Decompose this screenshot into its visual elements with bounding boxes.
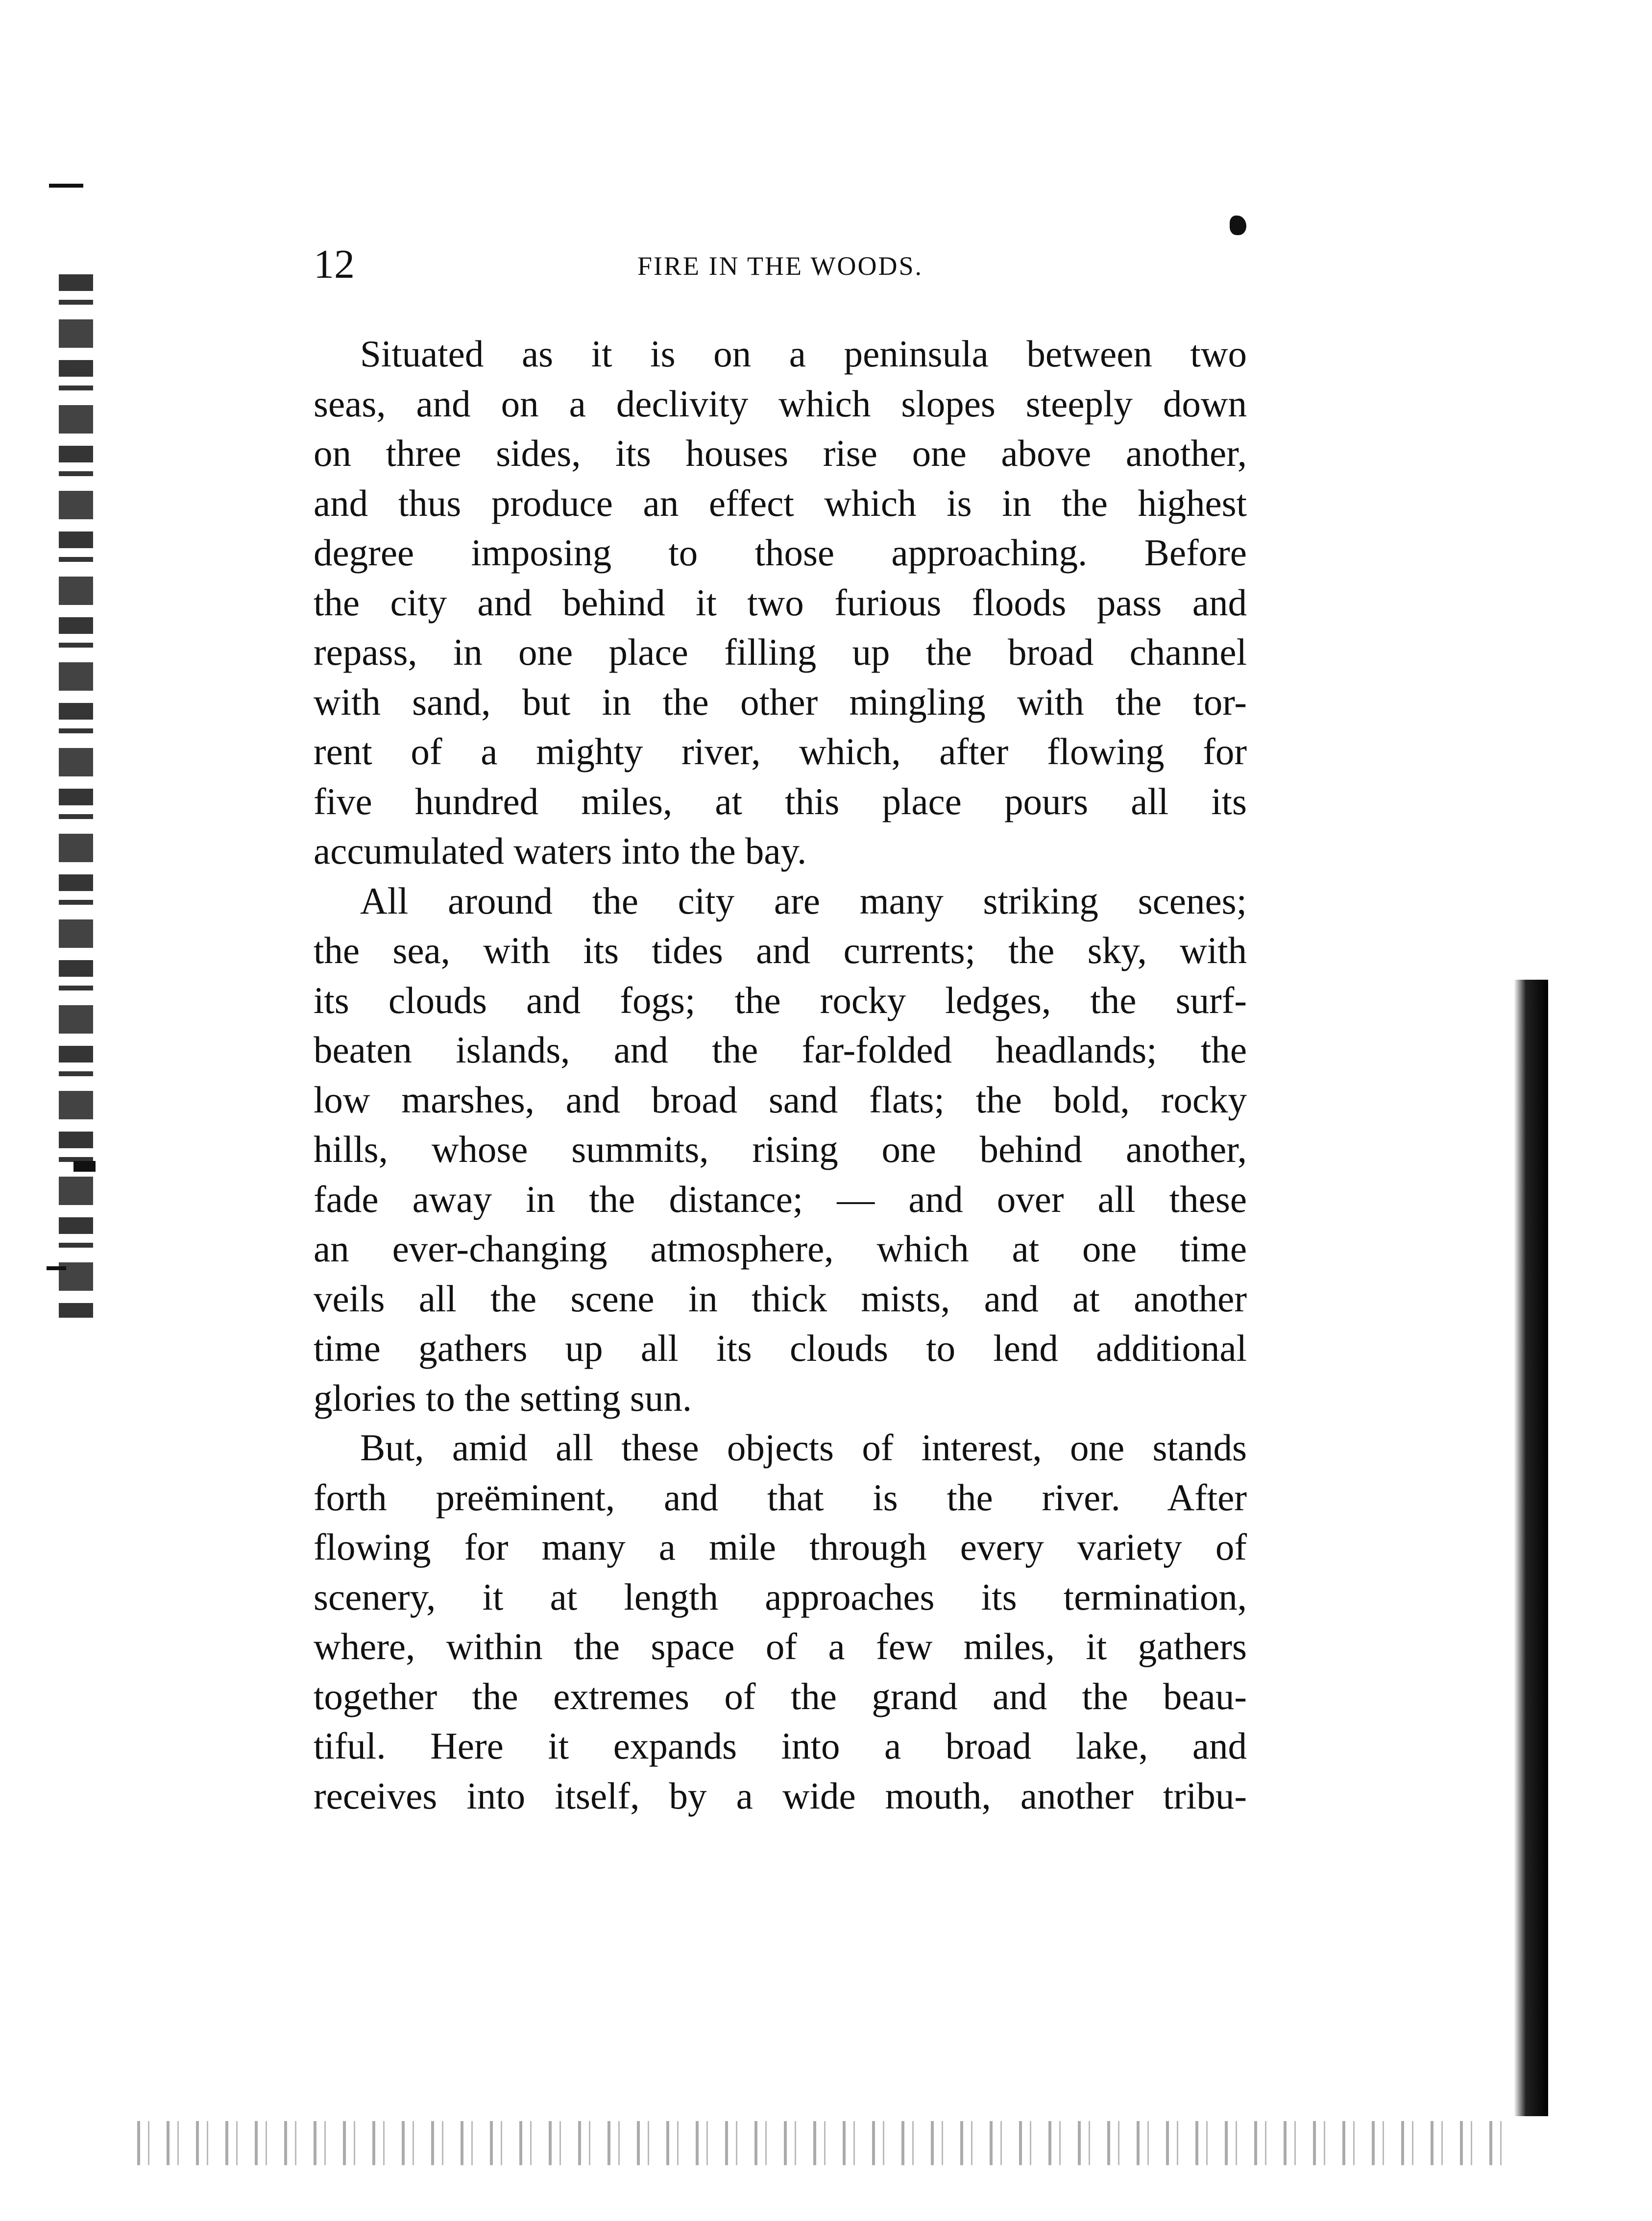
text-line: hills, whose summits, rising one behind another, [314, 1128, 1247, 1170]
text-line: seas, and on a declivity which slopes steeply down [314, 382, 1247, 425]
text-line: together the extremes of the grand and the beau- [314, 1675, 1247, 1717]
scan-mark [47, 1266, 66, 1270]
text-line: the city and behind it two furious floods pass and [314, 581, 1247, 624]
text-line: flowing for many a mile through every variety of [314, 1526, 1247, 1568]
text-line: and thus produce an effect which is in the highest [314, 482, 1247, 524]
body-text [314, 329, 1247, 1821]
text-line: on three sides, its houses rise one above another, [314, 432, 1247, 474]
running-title: FIRE IN THE WOODS. [637, 251, 923, 281]
text-line: veils all the scene in thick mists, and at another [314, 1277, 1247, 1320]
ink-blot [1230, 216, 1246, 235]
text-line: beaten islands, and the far-folded headlands; the [314, 1029, 1247, 1071]
text-line: forth preëminent, and that is the river. After [314, 1476, 1247, 1519]
text-line: glories to the setting sun. [314, 1376, 692, 1419]
text-line: its clouds and fogs; the rocky ledges, the surf- [314, 979, 1247, 1021]
scan-mark [49, 184, 83, 188]
scan-mark [73, 1161, 96, 1172]
text-line: receives into itself, by a wide mouth, another tribu- [314, 1774, 1247, 1817]
text-line: repass, in one place filling up the broad channel [314, 631, 1247, 673]
text-line: tiful. Here it expands into a broad lake, and [314, 1725, 1247, 1767]
text-line: degree imposing to those approaching. Before [314, 531, 1247, 574]
text-line: Situated as it is on a peninsula between two [360, 333, 1247, 375]
page-number: 12 [314, 241, 355, 287]
text-line: accumulated waters into the bay. [314, 830, 807, 872]
text-line: fade away in the distance; — and over all these [314, 1178, 1247, 1220]
text-line: five hundred miles, at this place pours all its [314, 780, 1247, 822]
text-line: scenery, it at length approaches its termination, [314, 1575, 1247, 1618]
text-line: All around the city are many striking scenes; [360, 879, 1247, 922]
scan-edge-artifact [1514, 980, 1548, 2116]
scan-noise-artifact [137, 2121, 1509, 2165]
text-line: time gathers up all its clouds to lend additional [314, 1327, 1247, 1369]
running-header [314, 238, 1247, 291]
text-line: the sea, with its tides and currents; the sky, with [314, 929, 1247, 971]
text-line: rent of a mighty river, which, after flowing for [314, 730, 1247, 773]
text-line: with sand, but in the other mingling with the tor- [314, 680, 1247, 723]
text-line: But, amid all these objects of interest, one stands [360, 1426, 1247, 1469]
text-line: low marshes, and broad sand flats; the bold, rocky [314, 1078, 1247, 1121]
text-line: where, within the space of a few miles, it gathers [314, 1625, 1247, 1667]
text-line: an ever-changing atmosphere, which at one time [314, 1228, 1247, 1270]
